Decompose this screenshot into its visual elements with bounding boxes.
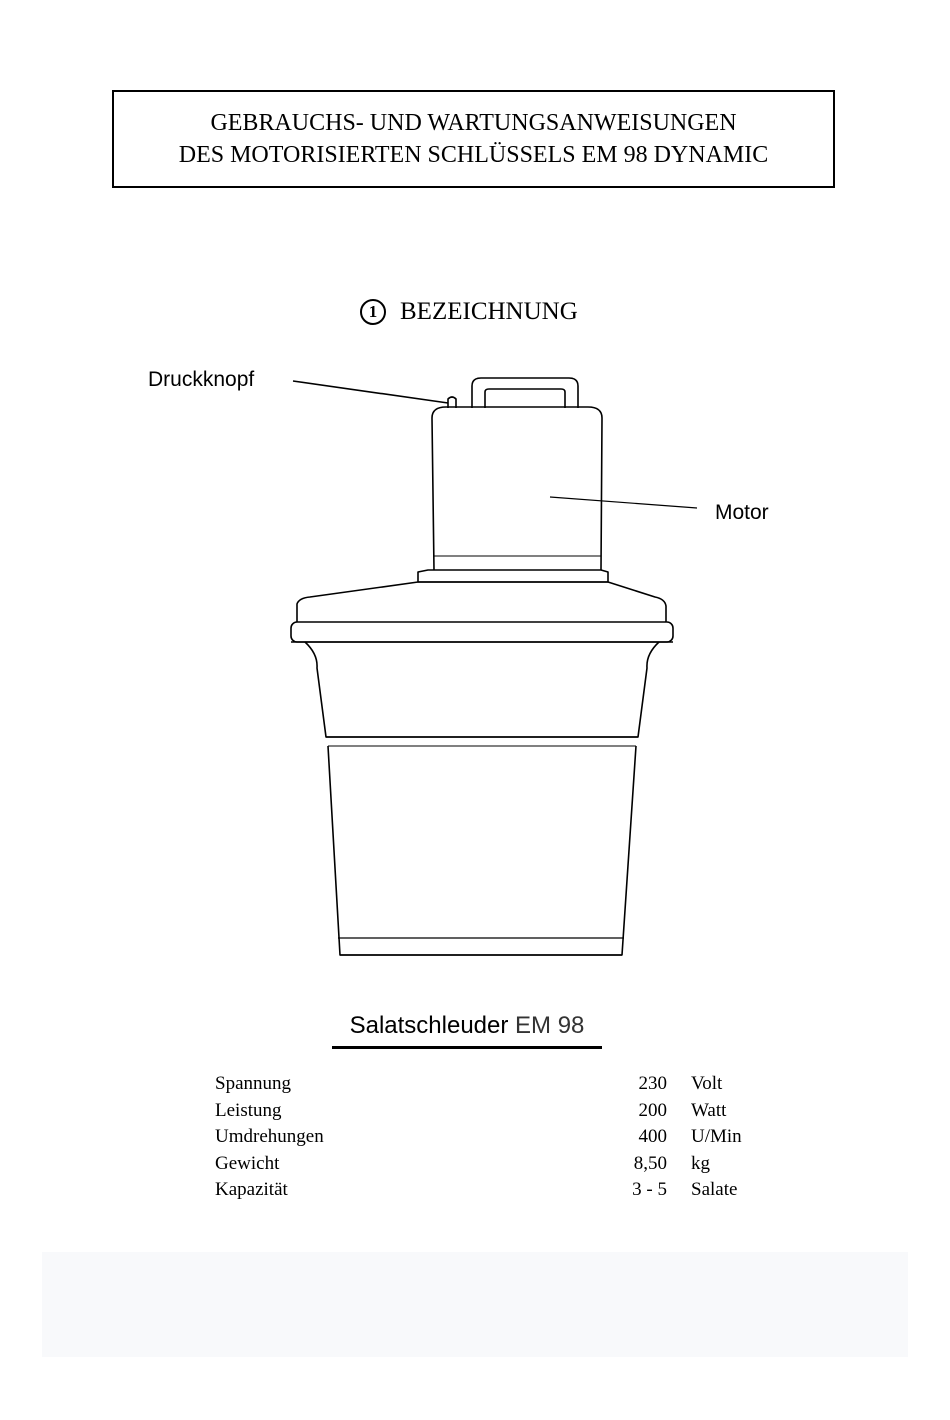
spec-name: Leistung xyxy=(215,1099,282,1121)
bowl-lower-shape xyxy=(328,746,636,955)
motor-housing-shape xyxy=(418,407,608,582)
spec-name: Kapazität xyxy=(215,1179,288,1200)
spec-row xyxy=(215,1126,775,1153)
spec-unit: Watt xyxy=(691,1099,727,1121)
product-name: Salatschleuder xyxy=(349,1012,509,1039)
button-leader-line xyxy=(293,381,448,403)
motor-leader-line xyxy=(550,497,697,508)
specifications-table xyxy=(215,1073,775,1206)
spec-value: 3 - 5 xyxy=(632,1179,667,1200)
spec-value: 230 xyxy=(638,1073,667,1094)
spec-row xyxy=(215,1179,775,1206)
spec-unit: Salate xyxy=(691,1179,738,1200)
spec-value: 8,50 xyxy=(633,1152,667,1174)
spec-unit: kg xyxy=(691,1152,710,1174)
title-line-2: DES MOTORISIERTEN SCHLÜSSELS EM 98 DYNAMIC xyxy=(178,142,769,168)
spec-value: 200 xyxy=(638,1099,667,1121)
handle-shape xyxy=(472,378,578,408)
bowl-upper-shape xyxy=(305,642,659,746)
spec-row xyxy=(215,1153,775,1180)
spec-unit: U/Min xyxy=(691,1126,742,1147)
section-title: BEZEICHNUNG xyxy=(400,298,578,325)
spec-row xyxy=(215,1100,775,1127)
section-number-badge: 1 xyxy=(360,299,386,325)
spec-name: Gewicht xyxy=(215,1152,280,1174)
product-caption xyxy=(332,1012,602,1049)
motor-label: Motor xyxy=(715,501,769,524)
spec-name: Spannung xyxy=(215,1073,291,1094)
product-model: EM 98 xyxy=(515,1012,585,1039)
lid-shape xyxy=(291,582,673,642)
push-button-label: Druckknopf xyxy=(148,368,255,391)
spec-name: Umdrehungen xyxy=(215,1126,324,1147)
spec-unit: Volt xyxy=(691,1073,723,1094)
title-line-1: GEBRAUCHS- UND WARTUNGSANWEISUNGEN xyxy=(210,110,737,136)
spec-value: 400 xyxy=(638,1126,667,1147)
spec-row xyxy=(215,1073,775,1100)
